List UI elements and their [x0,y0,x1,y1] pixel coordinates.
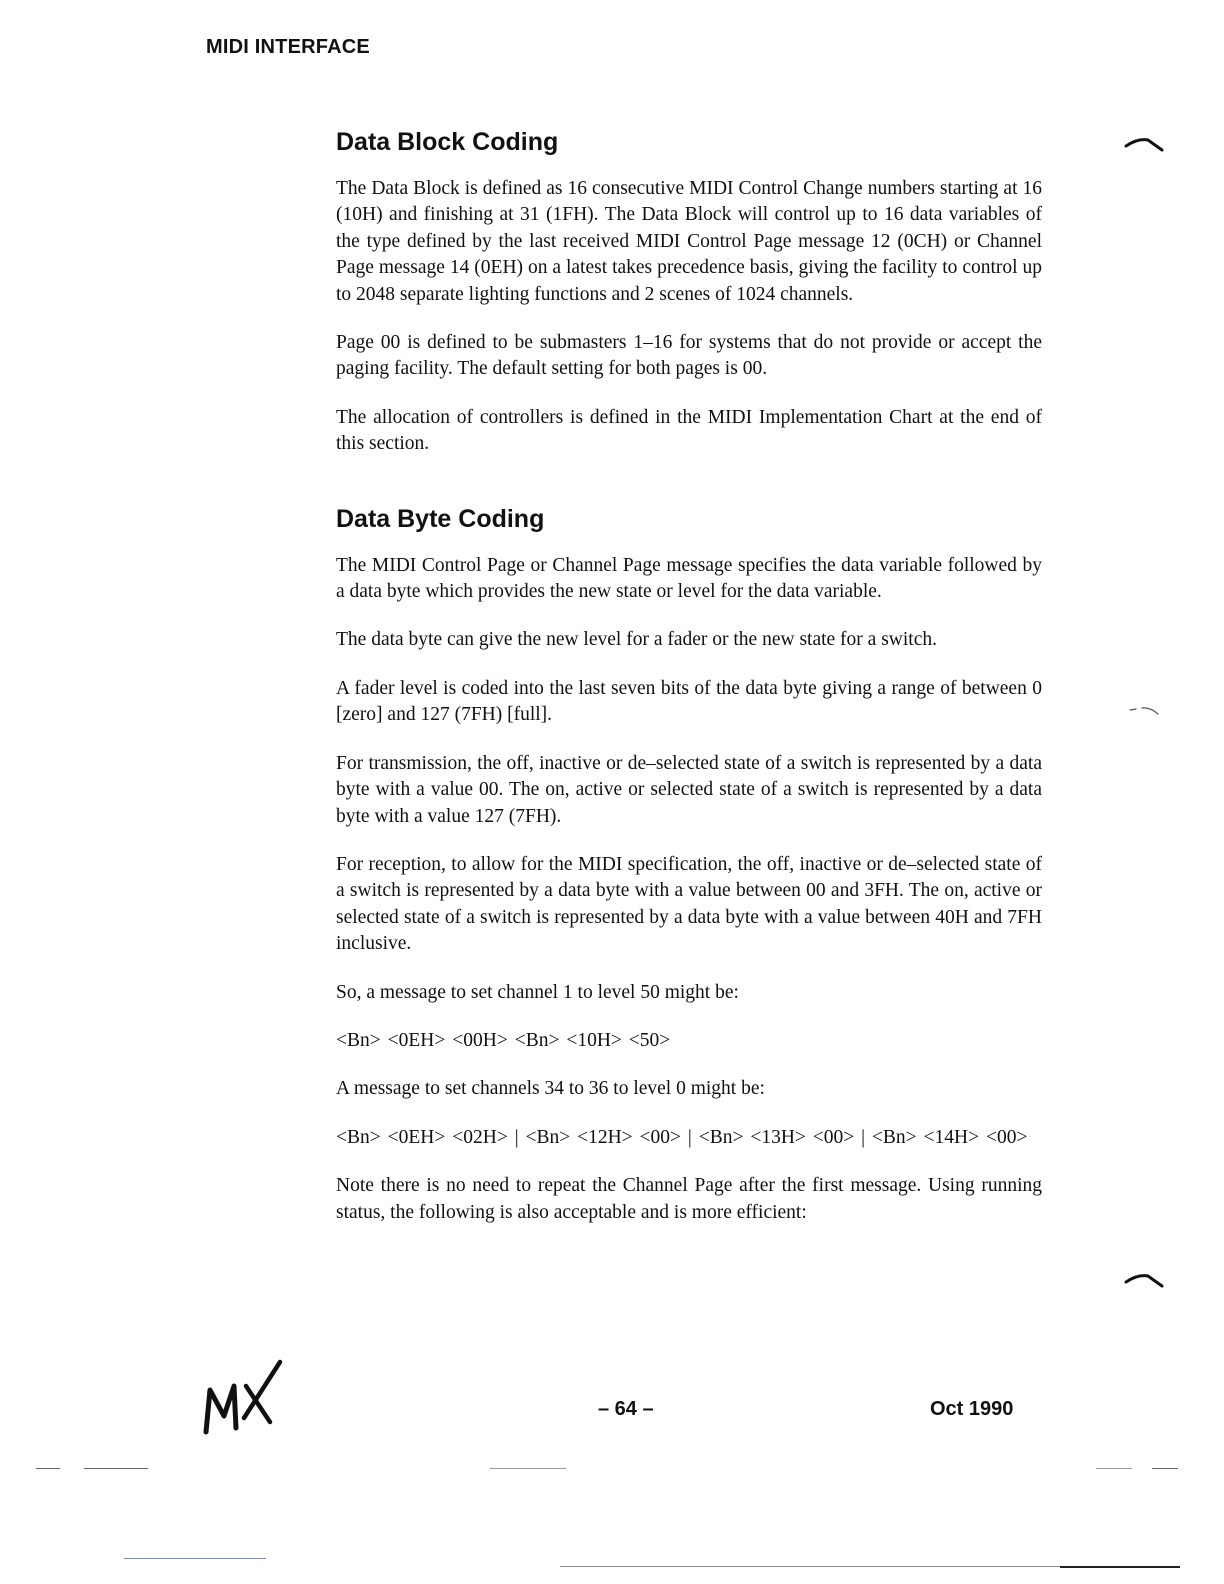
scan-artifact-line [84,1468,148,1469]
scan-artifact-line [560,1566,1060,1567]
paragraph: A message to set channels 34 to 36 to level 0 might be: [336,1078,765,1100]
scan-artifact-line [1152,1468,1178,1469]
paragraph: The Data Block is defined as 16 consecutive MIDI Control Change numbers starting at 16 (10H) and finishing at 31 (1FH). The Data Block will control up to 16 data variables of the type defined by the last received MIDI Control Page message 12 (0CH) or Channel Page message 14 (0EH) on a latest takes precedence basis, giving the facility to control up to 2048 separate lighting functions and 2 scenes of 1024 channels. [336,178,1042,305]
section-heading-data-block-coding: Data Block Coding [336,128,559,156]
midi-message-example: <Bn> <0EH> <00H> <Bn> <10H> <50> [336,1029,671,1051]
scan-artifact-line [490,1468,566,1469]
scan-artifact-line [1060,1566,1180,1568]
mx-logo-icon [200,1356,290,1440]
scan-artifact-line [36,1468,60,1469]
running-header-title: MIDI INTERFACE [206,36,370,58]
paragraph: For transmission, the off, inactive or de–selected state of a switch is represented by a data byte with a value 00. The on, active or selected state of a switch is represented by a data byte with a value 127 (7FH). [336,752,1042,827]
page-body [336,126,1042,1248]
paragraph: The MIDI Control Page or Channel Page message specifies the data variable followed by a data byte which provides the new state or level for the data variable. [336,554,1042,603]
scan-artifact-line [1096,1468,1132,1469]
paragraph: A fader level is coded into the last seven bits of the data byte giving a range of between 0 [zero] and 127 (7FH) [full]. [336,677,1042,726]
binder-hole-mark-icon [1124,700,1164,720]
paragraph: So, a message to set channel 1 to level 50 might be: [336,981,739,1003]
page-number: – 64 – [598,1398,654,1420]
binder-hole-mark-icon [1124,134,1168,154]
section-heading-data-byte-coding: Data Byte Coding [336,504,545,533]
footer-date: Oct 1990 [930,1398,1014,1420]
scan-artifact-line [124,1558,266,1559]
paragraph: Note there is no need to repeat the Channel Page after the first message. Using running status, the following is also acceptable and is more efficient: [336,1175,1042,1223]
midi-message-example: <Bn> <0EH> <02H> | <Bn> <12H> <00> | <Bn> <13H> <00> | <Bn> <14H> <00> [336,1126,1028,1148]
paragraph: Page 00 is defined to be submasters 1–16 for systems that do not provide or accept the paging facility. The default setting for both pages is 00. [336,332,1042,380]
binder-hole-mark-icon [1124,1270,1168,1290]
paragraph: For reception, to allow for the MIDI specification, the off, inactive or de–selected state of a switch is represented by a data byte with a value between 00 and 3FH. The on, active or selected state of a switch is represented by a data byte with a value between 40H and 7FH inclusive. [336,853,1042,955]
paragraph: The data byte can give the new level for a fader or the new state for a switch. [336,629,937,651]
paragraph: The allocation of controllers is defined in the MIDI Implementation Chart at the end of this section. [336,406,1042,455]
